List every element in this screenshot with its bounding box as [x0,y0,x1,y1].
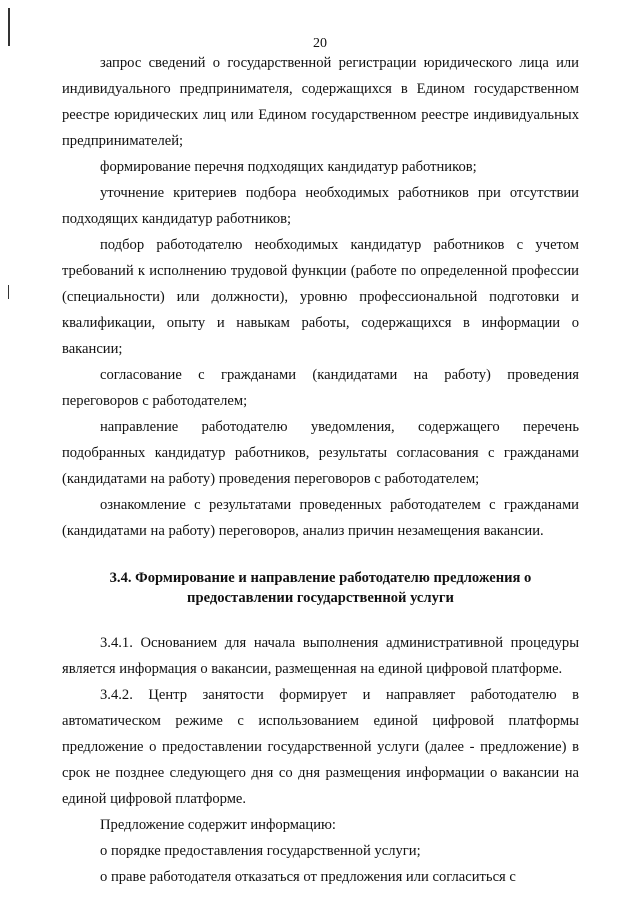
page-number: 20 [313,36,327,51]
section-heading-line-2: предоставлении государственной услуги [187,590,454,606]
paragraph: уточнение критериев подбора необходимых работников при отсутствии подходящих кандидатур работников; [62,185,579,227]
section-heading [62,568,579,608]
paragraph: направление работодателю уведомления, содержащего перечень подобранных кандидатур работников, результаты согласования с гражданами (кандидатами на работу) проведения переговоров с работодателем; [62,419,579,487]
section-heading-line-1: 3.4. Формирование и направление работодателю предложения о [109,570,532,586]
paragraph: о порядке предоставления государственной услуги; [100,843,421,859]
document-body [62,50,579,890]
paragraph: 3.4.2. Центр занятости формирует и направляет работодателю в автоматическом режиме с использованием единой цифровой платформы предложение о предоставлении государственной услуги (далее - предложение) в срок не позднее следующего дня со дня размещения информации о вакансии на единой цифровой платформе. [62,687,579,807]
paragraph: запрос сведений о государственной регистрации юридического лица или индивидуального предпринимателя, содержащихся в Едином государственном реестре юридических лиц или Едином государственном реестре индивидуальных предпринимателей; [62,55,579,149]
paragraph: ознакомление с результатами проведенных работодателем с гражданами (кандидатами на работу) переговоров, анализ причин незамещения вакансии. [62,497,579,539]
paragraph: подбор работодателю необходимых кандидатур работников с учетом требований к исполнению трудовой функции (работе по определенной профессии (специальности) или должности), уровню профессиональной подготовки и квалификации, опыту и навыкам работы, содержащихся в информации о вакансии; [62,237,579,357]
paragraph: о праве работодателя отказаться от предложения или согласиться с [100,869,516,885]
scan-edge-mark-middle [8,285,9,299]
paragraph: 3.4.1. Основанием для начала выполнения административной процедуры является информация о вакансии, размещенная на единой цифровой платформе. [62,635,579,677]
paragraph: формирование перечня подходящих кандидатур работников; [100,159,477,175]
paragraph: Предложение содержит информацию: [100,817,336,833]
paragraph: согласование с гражданами (кандидатами на работу) проведения переговоров с работодателем; [62,367,579,409]
